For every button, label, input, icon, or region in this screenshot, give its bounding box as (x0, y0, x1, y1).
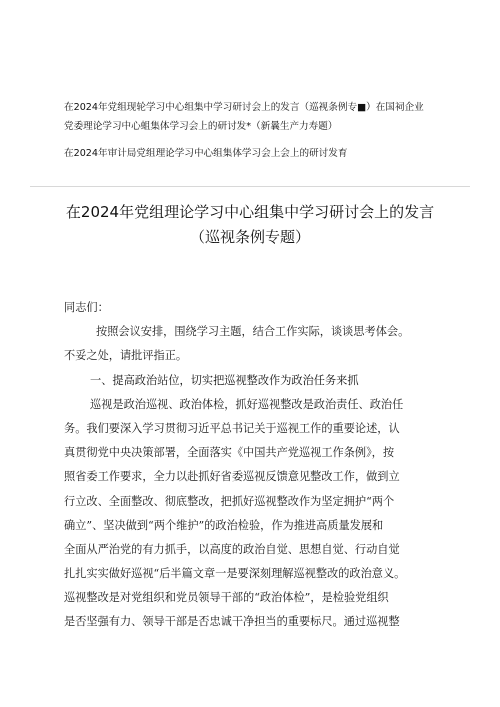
section-heading: 一、提高政治站位，切实把巡视整改作为政治任务来抓 (90, 373, 359, 387)
salutation: 同志们： (64, 301, 109, 314)
body-text-line: 扎扎实实做好巡视“后半篇文章一是要深刻理解巡视整改的政治意义。 (64, 567, 406, 581)
related-article-link[interactable]: 在2024年审计局党组理论学习中心组集体学习会上会上的研讨发育 (64, 148, 348, 159)
body-text-line: 务。我们要深入学习贯彻习近平总书记关于巡视工作的重要论述，认 (64, 421, 400, 435)
related-article-link-continuation[interactable]: 党委理论学习中心蛆集体学习会上的研讨发*（新曩生产力寿题） (64, 121, 338, 132)
body-text-line: 照省委工作要求，全力以赴抓好省委巡视反馈意见整改工作，做到立 (64, 470, 400, 484)
body-text-line: 按照会议安排，围绕学习主题，结合工作实际，谈谈思考体会。 (96, 325, 410, 339)
body-text-line: 确立”、坚决做到“两个维护”的政治检验，作为推进高质量发展和 (64, 518, 384, 532)
related-articles-list (64, 98, 464, 163)
section-divider (30, 186, 470, 187)
body-text-line: 巡视整改是对党组织和党员领导干部的“政治体检”，是检验党组织 (64, 591, 389, 605)
body-text-line: 巡视是政治巡视、政治体检，抓好巡视整改是政治责任、政治任 (90, 397, 404, 411)
body-text-line: 全面从严治党的有力抓手，以高度的政治自觉、思想自觉、行动自觉 (64, 542, 400, 556)
body-text-line: 是否坚强有力、领导干部是否忠诚干净担当的重要标尺。通过巡视整 (64, 615, 400, 629)
body-text-line: 真贯彻党中央决策部署，全面落实《中国共产党巡视工作条例》，按 (64, 446, 395, 460)
document-subtitle: （巡视条例专题） (189, 228, 310, 246)
document-title: 在2024年党组理论学习中心组集中学习研讨会上的发言 (65, 203, 435, 221)
document-body (64, 296, 458, 635)
body-text-line: 不妥之处，请批评指正。 (64, 349, 188, 363)
related-article-link[interactable]: 在2024年党组现轮学习中心组集中学习研讨会上的发言（巡视条例专■）在国祠企业 (64, 102, 424, 113)
body-text-line: 行立改、全面整改、彻底整改，把抓好巡视整改作为坚定拥护“两个 (64, 494, 395, 508)
